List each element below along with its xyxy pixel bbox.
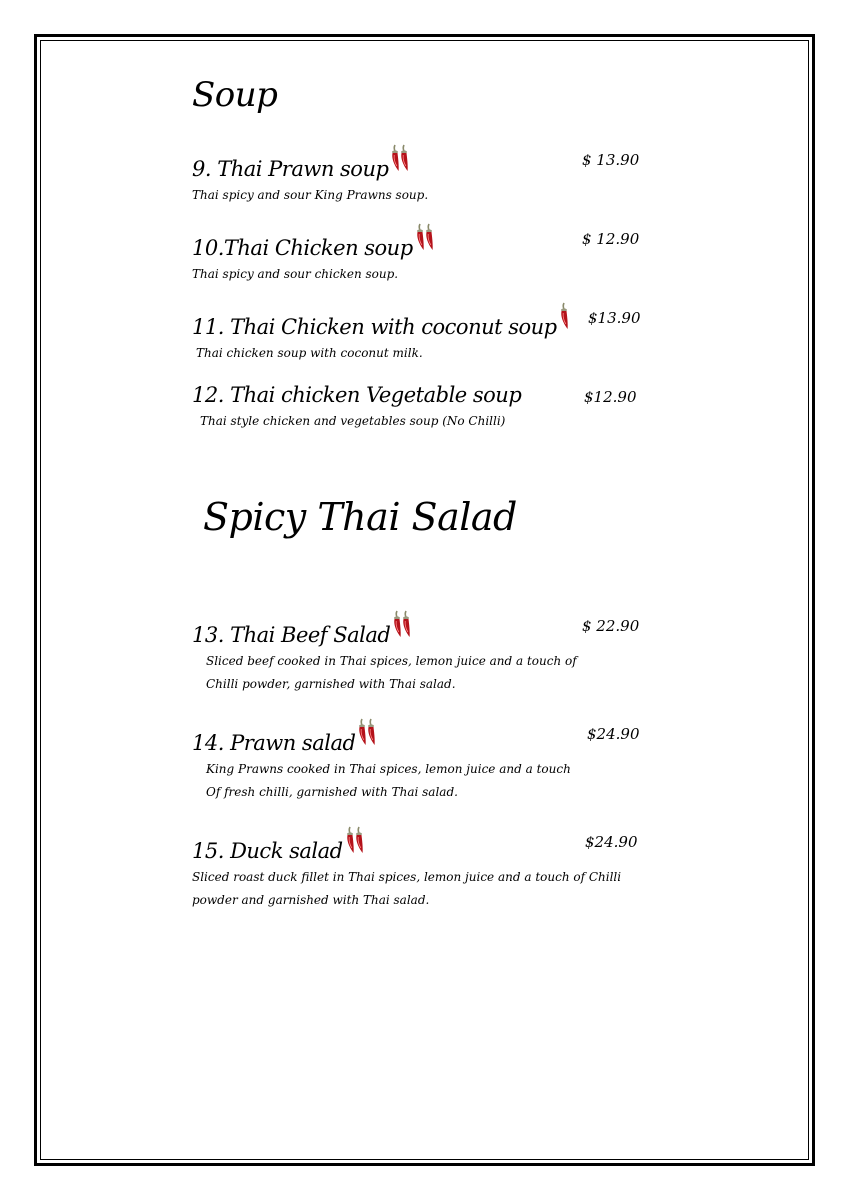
item-description: Thai style chicken and vegetables soup (No Chilli): [200, 414, 506, 428]
item-price: $ 13.90: [582, 151, 640, 169]
item-description: Thai chicken soup with coconut milk.: [196, 346, 423, 360]
item-price: $ 12.90: [582, 230, 640, 248]
chilli-rating: [390, 144, 408, 176]
chilli-rating: [392, 610, 410, 642]
menu-item: [192, 227, 652, 286]
chilli-rating: [559, 302, 568, 334]
item-description: Thai spicy and sour King Prawns soup.: [192, 188, 429, 202]
chilli-icon: [559, 302, 570, 330]
item-description: Thai spicy and sour chicken soup.: [192, 267, 399, 281]
chilli-icon: [424, 223, 435, 251]
item-name: 13. Thai Beef Salad: [192, 623, 391, 647]
chilli-rating: [357, 718, 375, 750]
chilli-icon: [354, 826, 365, 854]
item-name: 11. Thai Chicken with coconut soup: [192, 315, 557, 339]
item-description: Sliced beef cooked in Thai spices, lemon juice and a touch of Chilli powder, garnished with Thai salad.: [206, 654, 577, 691]
item-price: $13.90: [588, 309, 641, 327]
menu-item: [192, 614, 652, 696]
section-title-salad: Spicy Thai Salad: [203, 495, 517, 539]
menu-item: [192, 830, 652, 912]
chilli-rating: [345, 826, 363, 858]
menu-item: [192, 148, 652, 207]
item-price: $24.90: [587, 725, 640, 743]
item-name: 9. Thai Prawn soup: [192, 157, 389, 181]
item-description: King Prawns cooked in Thai spices, lemon juice and a touch Of fresh chilli, garnished with Thai salad.: [206, 762, 571, 799]
item-price: $12.90: [584, 388, 637, 406]
page-border-inner: [40, 40, 809, 1160]
item-description: Sliced roast duck fillet in Thai spices, lemon juice and a touch of Chilli powder and garnished with Thai salad.: [192, 870, 622, 907]
chilli-icon: [366, 718, 377, 746]
menu-item: [192, 722, 652, 804]
item-price: $ 22.90: [582, 617, 640, 635]
menu-item: [192, 306, 652, 365]
chilli-icon: [401, 610, 412, 638]
chilli-rating: [415, 223, 433, 255]
item-price: $24.90: [585, 833, 638, 851]
item-name: 12. Thai chicken Vegetable soup: [192, 383, 522, 407]
section-title-soup: Soup: [192, 75, 278, 115]
chilli-icon: [399, 144, 410, 172]
menu-item: [192, 385, 652, 433]
item-name: 15. Duck salad: [192, 839, 343, 863]
item-name: 10.Thai Chicken soup: [192, 236, 413, 260]
item-name: 14. Prawn salad: [192, 731, 356, 755]
